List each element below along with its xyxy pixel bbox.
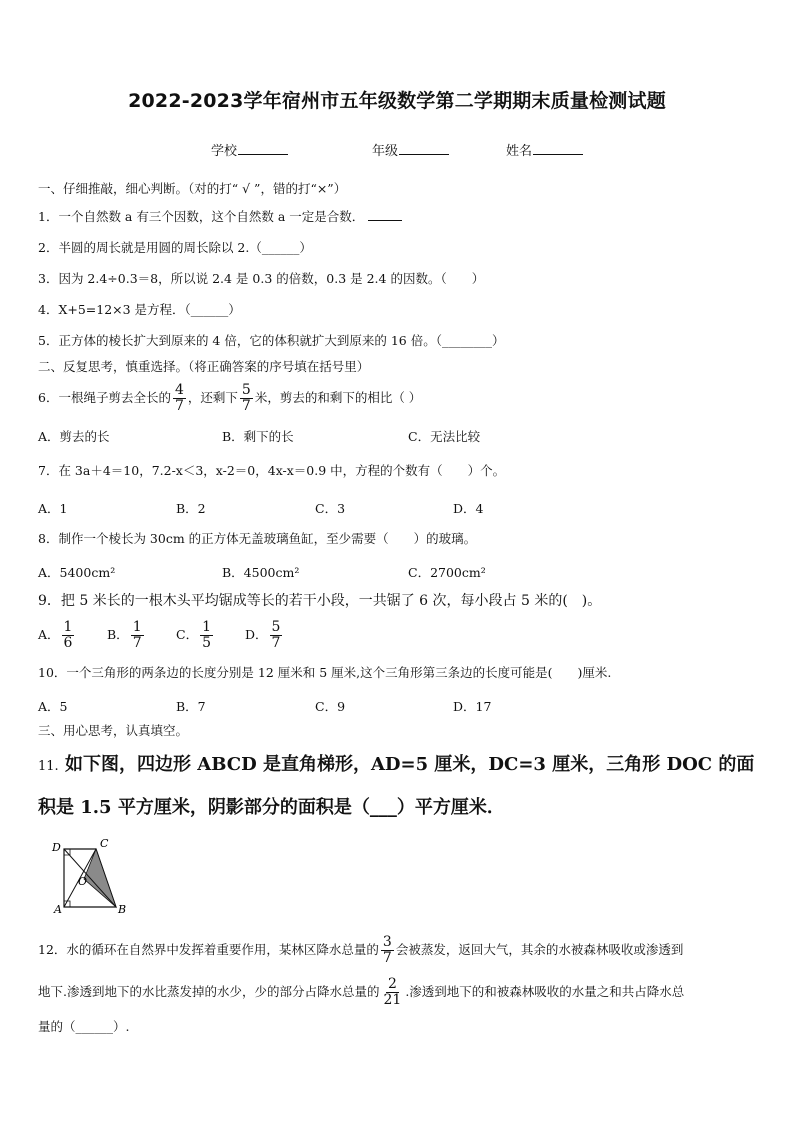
question-6 bbox=[38, 380, 421, 416]
section-1-heading: 一、仔细推敲，细心判断。（对的打“ √ ”，错的打“×”） bbox=[38, 181, 347, 196]
q9-option-c[interactable]: C． $\frac{1}{5}$ bbox=[176, 619, 211, 651]
label-b: B bbox=[118, 903, 127, 915]
question-11-text-1: 如下图，四边形 ABCD 是直角梯形，AD=5 厘米，DC=3 厘米，三角形 DOC 的面 bbox=[64, 754, 755, 775]
question-1 bbox=[38, 208, 402, 226]
question-12-text-a: 12．水的循环在自然界中发挥着重要作用，某林区降水总量的 bbox=[38, 942, 379, 957]
q10-option-b[interactable]: B．7 bbox=[176, 699, 206, 714]
q10-option-a[interactable]: A．5 bbox=[38, 699, 68, 714]
question-12-line-3: 量的（______）. bbox=[38, 1019, 130, 1034]
question-12-line-1 bbox=[38, 932, 683, 968]
question-11-line-1 bbox=[38, 750, 754, 776]
label-c: C bbox=[100, 837, 109, 850]
fraction-4-7: $\frac{4}{7}$ bbox=[174, 382, 184, 414]
q7-option-c[interactable]: C．3 bbox=[315, 501, 346, 516]
question-12-text-c: 地下.渗透到地下的水比蒸发掉的水少，少的部分占降水总量的 bbox=[38, 984, 380, 999]
question-10: 10．一个三角形的两条边的长度分别是 12 厘米和 5 厘米,这个三角形第三条边的长度可能是( )厘米. bbox=[38, 665, 612, 680]
question-4: 4．X+5=12×3 是方程．（______） bbox=[38, 302, 241, 317]
question-1-text: 1．一个自然数 a 有三个因数，这个自然数 a 一定是合数． bbox=[38, 209, 365, 224]
grade-label: 年级 bbox=[372, 144, 399, 159]
label-o: O bbox=[78, 875, 88, 888]
q7-option-d[interactable]: D．4 bbox=[453, 501, 484, 516]
question-5: 5．正方体的棱长扩大到原来的 4 倍，它的体积就扩大到原来的 16 倍。（________） bbox=[38, 333, 505, 348]
label-a: A bbox=[54, 903, 62, 915]
school-blank[interactable] bbox=[238, 142, 288, 155]
fraction-3-7: $\frac{3}{7}$ bbox=[382, 934, 392, 966]
question-2: 2．半圆的周长就是用圆的周长除以 2.（______） bbox=[38, 240, 312, 255]
q8-option-c[interactable]: C．2700cm² bbox=[408, 565, 486, 580]
q7-option-b[interactable]: B．2 bbox=[176, 501, 206, 516]
question-6-text-b: ，还剩下 bbox=[187, 390, 238, 405]
q9-option-a[interactable]: A． $\frac{1}{6}$ bbox=[38, 619, 73, 651]
name-blank[interactable] bbox=[533, 142, 583, 155]
q7-option-a[interactable]: A．1 bbox=[38, 501, 68, 516]
q8-option-a[interactable]: A．5400cm² bbox=[38, 565, 116, 580]
name-label: 姓名 bbox=[506, 144, 533, 159]
question-3: 3．因为 2.4÷0.3＝8，所以说 2.4 是 0.3 的倍数，0.3 是 2.4 的因数。（ ） bbox=[38, 271, 485, 286]
label-d: D bbox=[52, 841, 61, 854]
q6-option-c[interactable]: C．无法比较 bbox=[408, 429, 481, 444]
question-6-text-a: 6．一根绳子剪去全长的 bbox=[38, 390, 171, 405]
question-1-blank[interactable] bbox=[368, 209, 402, 221]
diagonal-db bbox=[64, 849, 116, 907]
grade-blank[interactable] bbox=[399, 142, 449, 155]
q10-option-d[interactable]: D．17 bbox=[453, 699, 492, 714]
school-label: 学校 bbox=[211, 144, 238, 159]
section-3-heading: 三、用心思考，认真填空。 bbox=[38, 723, 189, 738]
q10-option-c[interactable]: C．9 bbox=[315, 699, 346, 714]
trapezoid-diagram bbox=[44, 835, 134, 915]
shaded-triangle bbox=[84, 849, 116, 907]
fraction-5-7: $\frac{5}{7}$ bbox=[241, 382, 251, 414]
q8-option-b[interactable]: B．4500cm² bbox=[222, 565, 300, 580]
question-12-text-d: .渗透到地下的和被森林吸收的水量之和共占降水总 bbox=[405, 984, 685, 999]
q6-option-b[interactable]: B．剩下的长 bbox=[222, 429, 294, 444]
question-6-text-c: 米，剪去的和剩下的相比（ ） bbox=[254, 390, 422, 405]
section-2-heading: 二、反复思考，慎重选择。（将正确答案的序号填在括号里） bbox=[38, 359, 370, 374]
q9-option-d[interactable]: D． $\frac{5}{7}$ bbox=[245, 619, 281, 651]
question-11-line-2: 积是 1.5 平方厘米，阴影部分的面积是（___）平方厘米． bbox=[38, 797, 505, 818]
question-8: 8．制作一个棱长为 30cm 的正方体无盖玻璃鱼缸，至少需要（ ）的玻璃。 bbox=[38, 531, 477, 546]
question-9: 9．把 5 米长的一根木头平均锯成等长的若干小段，一共锯了 6 次，每小段占 5 米的( )。 bbox=[38, 593, 602, 609]
question-7: 7．在 3a＋4＝10，7.2-x＜3，x-2＝0，4x-x＝0.9 中，方程的个数有（ ）个。 bbox=[38, 463, 506, 478]
q6-option-a[interactable]: A．剪去的长 bbox=[38, 429, 110, 444]
fraction-2-21: $\frac{2}{21}$ bbox=[383, 976, 402, 1008]
school-field[interactable] bbox=[211, 140, 288, 159]
question-12-line-2 bbox=[38, 974, 684, 1010]
page-title: 2022-2023学年宿州市五年级数学第二学期期末质量检测试题 bbox=[128, 90, 666, 112]
name-field[interactable] bbox=[506, 140, 583, 159]
grade-field[interactable] bbox=[372, 140, 449, 159]
q9-option-b[interactable]: B． $\frac{1}{7}$ bbox=[107, 619, 142, 651]
question-11-number: 11. bbox=[38, 759, 59, 774]
question-12-text-b: 会被蒸发，返回大气，其余的水被森林吸收或渗透到 bbox=[395, 942, 684, 957]
